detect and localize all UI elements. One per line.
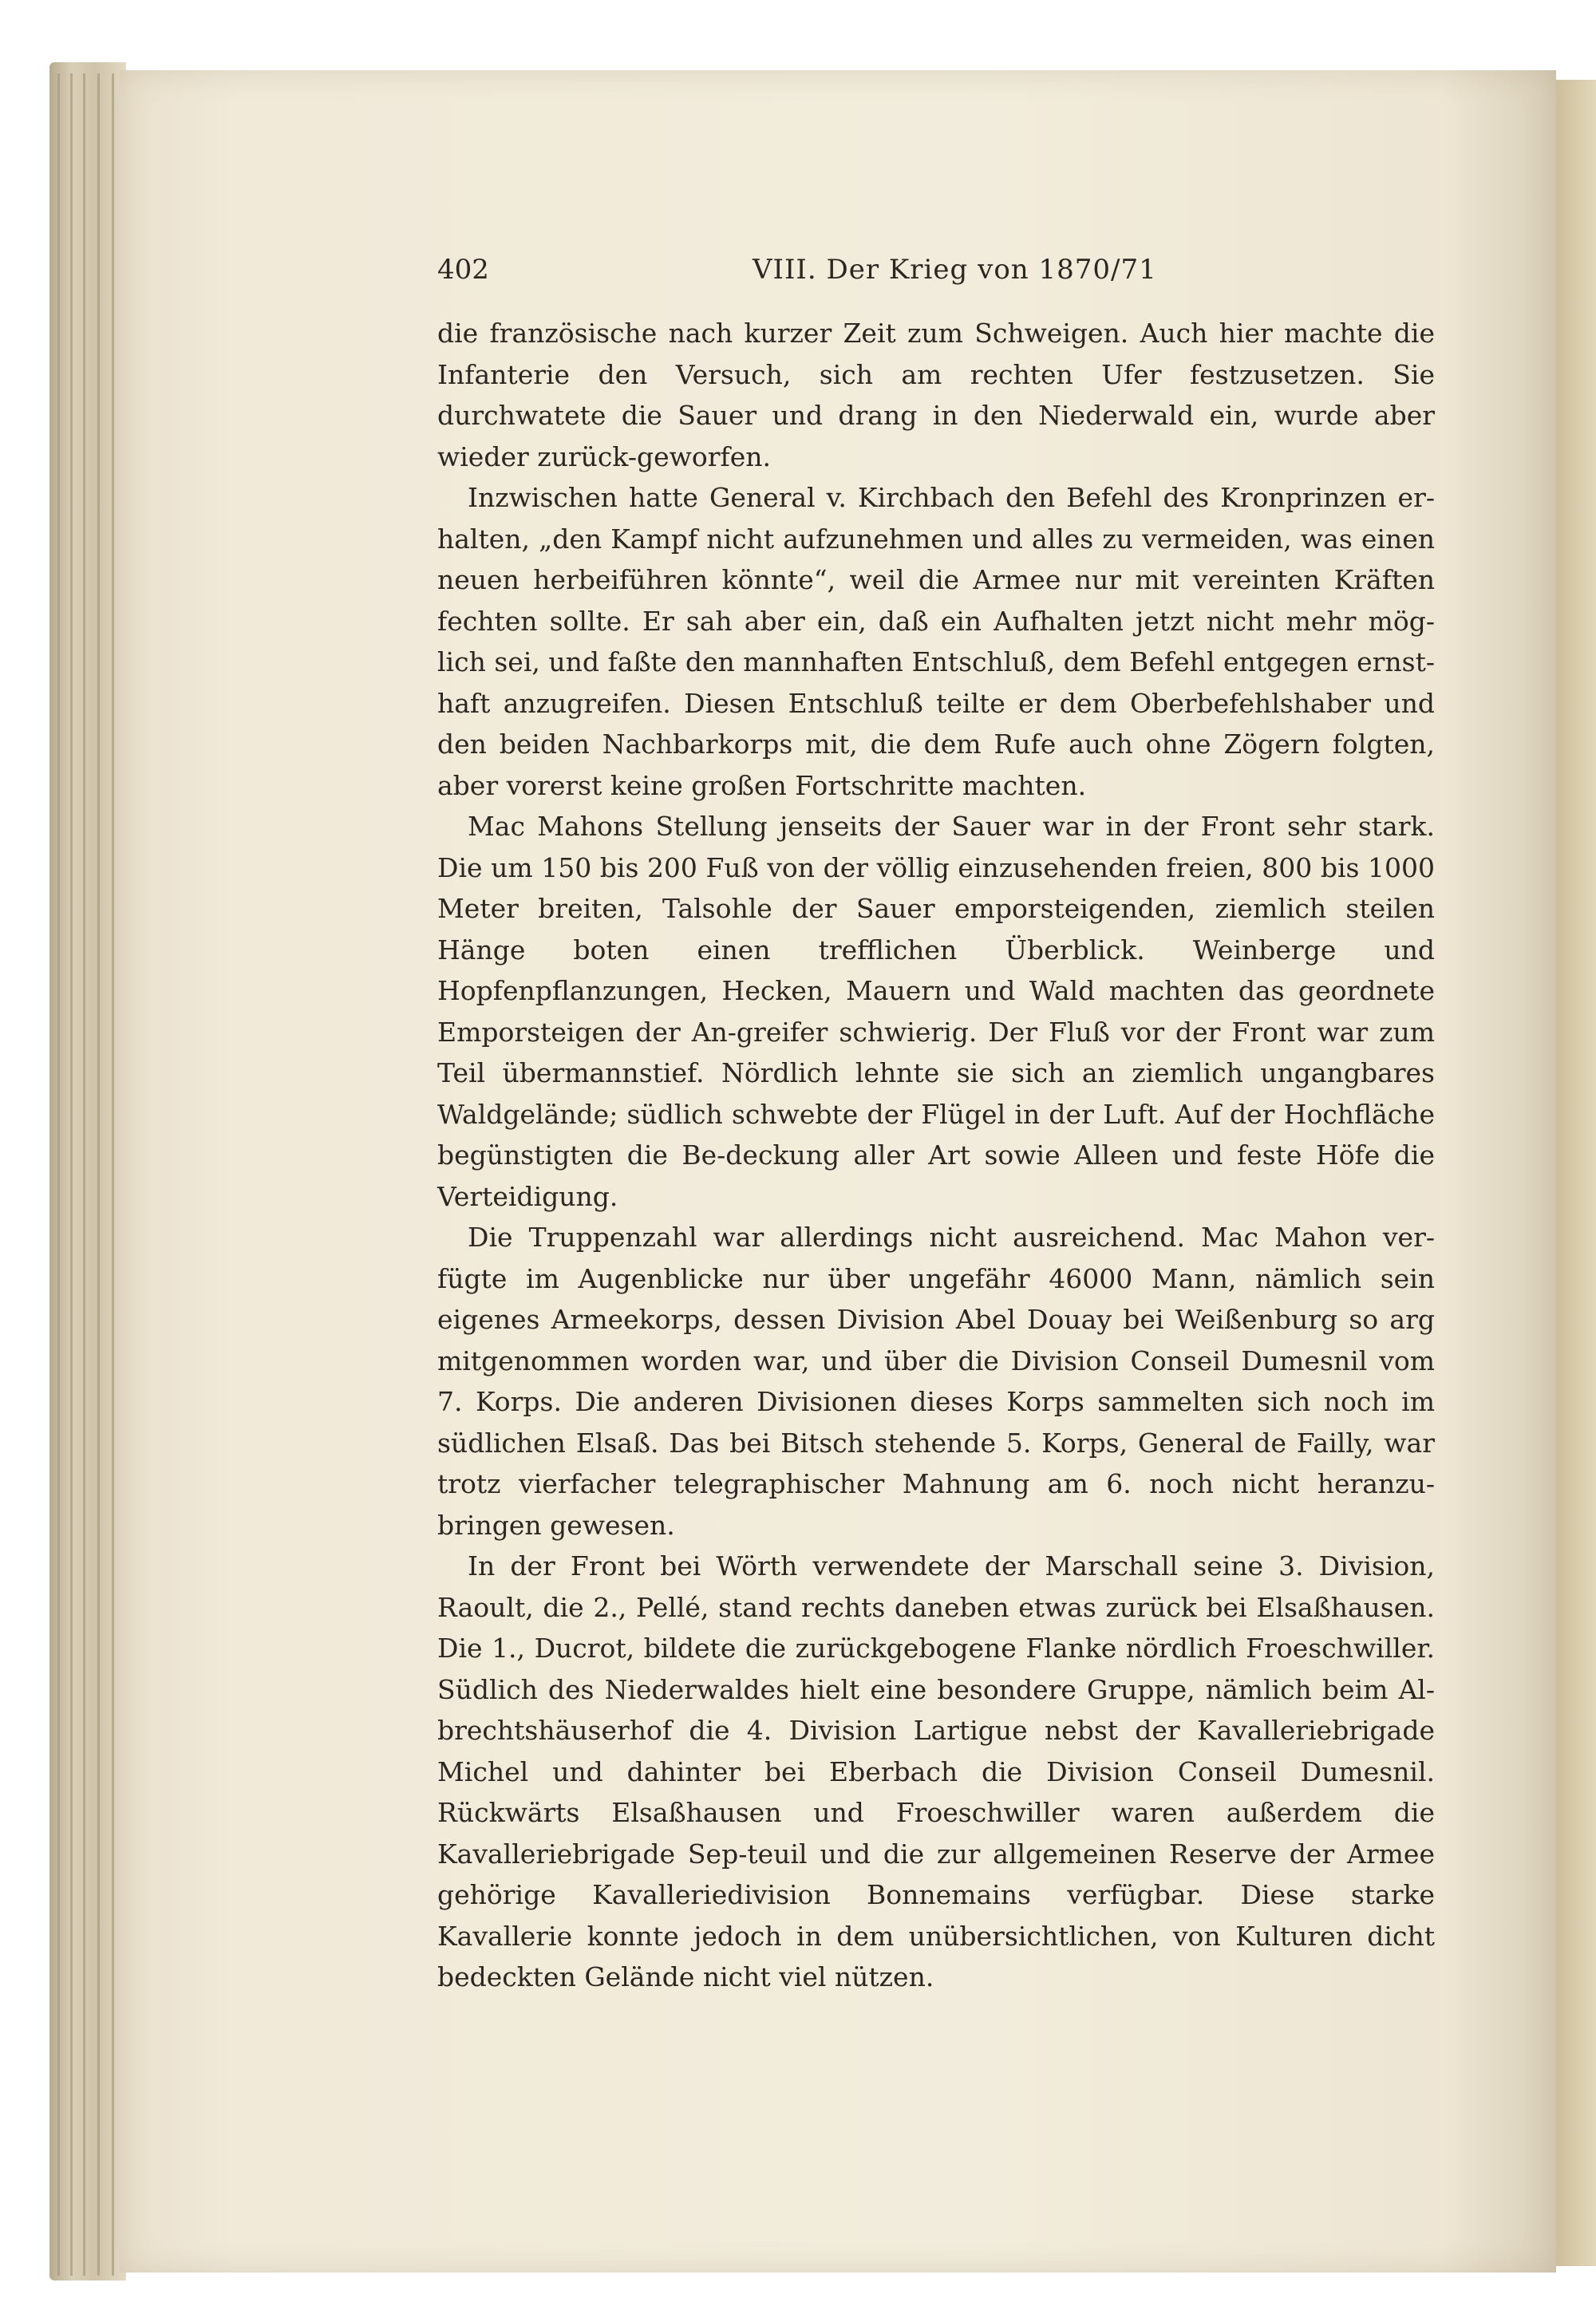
paragraph: Inzwischen hatte General v. Kirchbach den Befehl des Kronprinzen er-halten, „den Kampf nicht aufzunehmen und alles zu vermeiden, was einen neuen herbeiführen könnte“, weil die Armee nur mit vereinten Kräften fechten sollte. Er sah aber ein, daß ein Aufhalten jetzt nicht mehr mög-lich sei, und faßte den mannhaften Entschluß, dem Befehl entgegen ernst-haft anzugreifen. Diesen Entschluß teilte er dem Oberbefehlshaber und den beiden Nachbarkorps mit, die dem Rufe auch ohne Zögern folgten, aber vorerst keine großen Fortschritte machten.: [437, 482, 1435, 801]
page-edge-line: [83, 73, 85, 2276]
paragraph: Die Truppenzahl war allerdings nicht ausreichend. Mac Mahon ver-fügte im Augenblicke nur über ungefähr 46000 Mann, nämlich sein eigenes Armeekorps, dessen Division Abel Douay bei Weißenburg so arg mitgenommen worden war, und über die Division Conseil Dumesnil vom 7. Korps. Die anderen Divisionen dieses Korps sammelten sich noch im südlichen Elsaß. Das bei Bitsch stehende 5. Korps, General de Failly, war trotz vierfacher telegraphischer Mahnung am 6. noch nicht heranzu-bringen gewesen.: [437, 1222, 1435, 1541]
page-edge-line: [70, 73, 73, 2276]
page-edge-line: [112, 73, 114, 2276]
book-gutter: [1556, 80, 1596, 2266]
body-text: [437, 313, 1435, 1998]
page-edge-line: [57, 73, 60, 2276]
paragraph: In der Front bei Wörth verwendete der Marschall seine 3. Division, Raoult, die 2., Pellé, stand rechts daneben etwas zurück bei Elsaßhausen. Die 1., Ducrot, bildete die zurückgebogene Flanke nördlich Froeschwiller. Südlich des Niederwaldes hielt eine besondere Gruppe, nämlich beim Al-brechtshäuserhof die 4. Division Lartigue nebst der Kavalleriebrigade Michel und dahinter bei Eberbach die Division Conseil Dumesnil. Rückwärts Elsaßhausen und Froeschwiller waren außerdem die Kavalleriebrigade Sep-teuil und die zur allgemeinen Reserve der Armee gehörige Kavalleriedivision Bonnemains verfügbar. Diese starke Kavallerie konnte jedoch in dem unübersichtlichen, von Kulturen dicht bedeckten Gelände nicht viel nützen.: [437, 1550, 1435, 1992]
page-edges: [49, 62, 126, 2280]
running-head: VIII. Der Krieg von 1870/71: [753, 254, 1157, 286]
page-header: [437, 254, 1435, 294]
page-number: 402: [437, 254, 489, 286]
paragraph: die französische nach kurzer Zeit zum Schweigen. Auch hier machte die Infanterie den Versuch, sich am rechten Ufer festzusetzen. Sie durchwatete die Sauer und drang in den Niederwald ein, wurde aber wieder zurück-geworfen.: [437, 318, 1435, 472]
paragraph: Mac Mahons Stellung jenseits der Sauer war in der Front sehr stark. Die um 150 bis 200 Fuß von der völlig einzusehenden freien, 800 bis 1000 Meter breiten, Talsohle der Sauer emporsteigenden, ziemlich steilen Hänge boten einen trefflichen Überblick. Weinberge und Hopfenpflanzungen, Hecken, Mauern und Wald machten das geordnete Emporsteigen der An-greifer schwierig. Der Fluß vor der Front war zum Teil übermannstief. Nördlich lehnte sie sich an ziemlich ungangbares Waldgelände; südlich schwebte der Flügel in der Luft. Auf der Hochfläche begünstigten die Be-deckung aller Art sowie Alleen und feste Höfe die Verteidigung.: [437, 811, 1435, 1212]
page-edge-line: [97, 73, 100, 2276]
